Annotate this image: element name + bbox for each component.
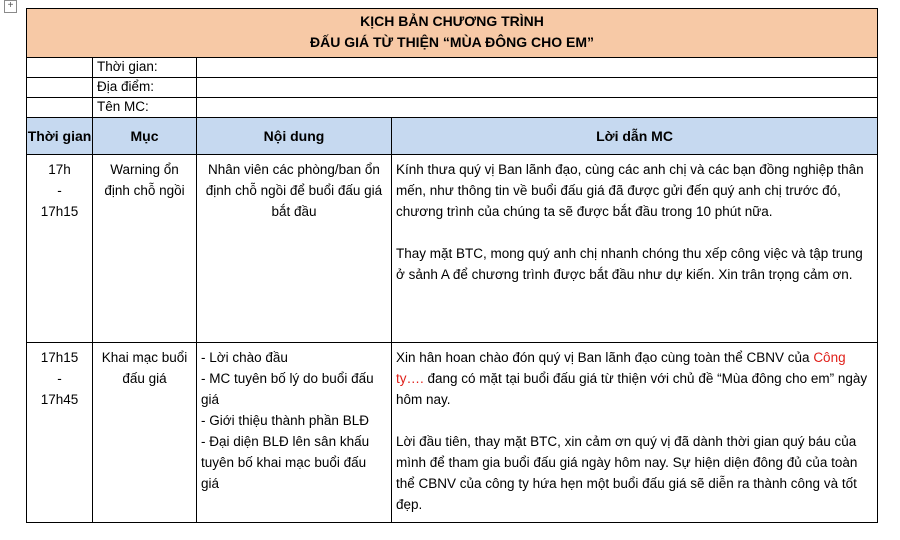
time-cell[interactable] (27, 155, 93, 343)
table-row (27, 343, 878, 523)
content-list-item: - MC tuyên bố lý do buổi đấu giá (201, 371, 374, 407)
header-mc-script[interactable]: Lời dẫn MC (392, 118, 878, 155)
item-cell[interactable]: Khai mạc buổi đấu giá (93, 343, 197, 523)
table-row (27, 155, 878, 343)
mc-text: đang có mặt tại buổi đấu giá từ thiện với chủ đề “Mùa đông cho em” ngày hôm nay. (396, 371, 868, 407)
info-row-time (27, 58, 878, 78)
info-row-mc (27, 98, 878, 118)
title-row (27, 9, 878, 58)
company-placeholder: Công ty…. (396, 350, 846, 386)
content-list-item: - Đại diện BLĐ lên sân khấu tuyên bố khai mạc buổi đấu giá (201, 434, 370, 491)
table-move-handle-icon[interactable]: + (4, 0, 17, 13)
item-cell[interactable]: Warning ổn định chỗ ngồi (93, 155, 197, 343)
info-row-place (27, 78, 878, 98)
info-time-value[interactable] (197, 58, 878, 78)
content-cell[interactable]: Nhân viên các phòng/ban ổn định chỗ ngồi để buổi đấu giá bắt đầu (197, 155, 392, 343)
mc-script-cell[interactable] (392, 155, 878, 343)
time-end: 17h15 (40, 204, 79, 219)
program-script-table (26, 8, 878, 523)
info-mc-value[interactable] (197, 98, 878, 118)
time-separator: - (57, 371, 62, 386)
info-blank-cell[interactable] (27, 98, 93, 118)
info-blank-cell[interactable] (27, 78, 93, 98)
mc-paragraph: Kính thưa quý vị Ban lãnh đạo, cùng các anh chị và các bạn đồng nghiệp thân mến, như thông tin về buổi đấu giá đã được gửi đến quý anh chị trước đó, chương trình của chúng ta sẽ được bắt đầu trong 10 phút nữa. (396, 162, 864, 219)
mc-paragraph (396, 347, 873, 410)
time-start: 17h (48, 162, 71, 177)
title-line-2: ĐẤU GIÁ TỪ THIỆN “MÙA ĐÔNG CHO EM” (309, 34, 595, 50)
time-separator: - (57, 183, 62, 198)
content-list-item: - Lời chào đầu (201, 350, 288, 365)
header-content[interactable]: Nội dung (197, 118, 392, 155)
time-start: 17h15 (40, 350, 79, 365)
info-time-label[interactable]: Thời gian: (93, 58, 197, 78)
time-end: 17h45 (40, 392, 79, 407)
mc-paragraph: Thay mặt BTC, mong quý anh chị nhanh chóng thu xếp công việc và tập trung ở sảnh A để chương trình được bắt đầu như dự kiến. Xin trân trọng cảm ơn. (396, 246, 863, 282)
content-cell[interactable] (197, 343, 392, 523)
title-line-1: KỊCH BẢN CHƯƠNG TRÌNH (360, 13, 544, 29)
time-cell[interactable] (27, 343, 93, 523)
header-time[interactable]: Thời gian (27, 118, 93, 155)
header-item[interactable]: Mục (93, 118, 197, 155)
document-title[interactable] (27, 9, 878, 58)
content-list-item: - Giới thiệu thành phần BLĐ (201, 413, 369, 428)
header-row (27, 118, 878, 155)
mc-paragraph: Lời đầu tiên, thay mặt BTC, xin cảm ơn quý vị đã dành thời gian quý báu của mình để tham gia buổi đấu giá ngày hôm nay. Sự hiện diện đông đủ của toàn thể CBNV của công ty hứa hẹn một buổi đấu giá sẽ diễn ra thành công và tốt đẹp. (396, 434, 858, 512)
mc-text: Xin hân hoan chào đón quý vị Ban lãnh đạo cùng toàn thể CBNV của (396, 350, 814, 365)
info-place-value[interactable] (197, 78, 878, 98)
info-place-label[interactable]: Địa điểm: (93, 78, 197, 98)
info-blank-cell[interactable] (27, 58, 93, 78)
mc-script-cell[interactable] (392, 343, 878, 523)
info-mc-label[interactable]: Tên MC: (93, 98, 197, 118)
